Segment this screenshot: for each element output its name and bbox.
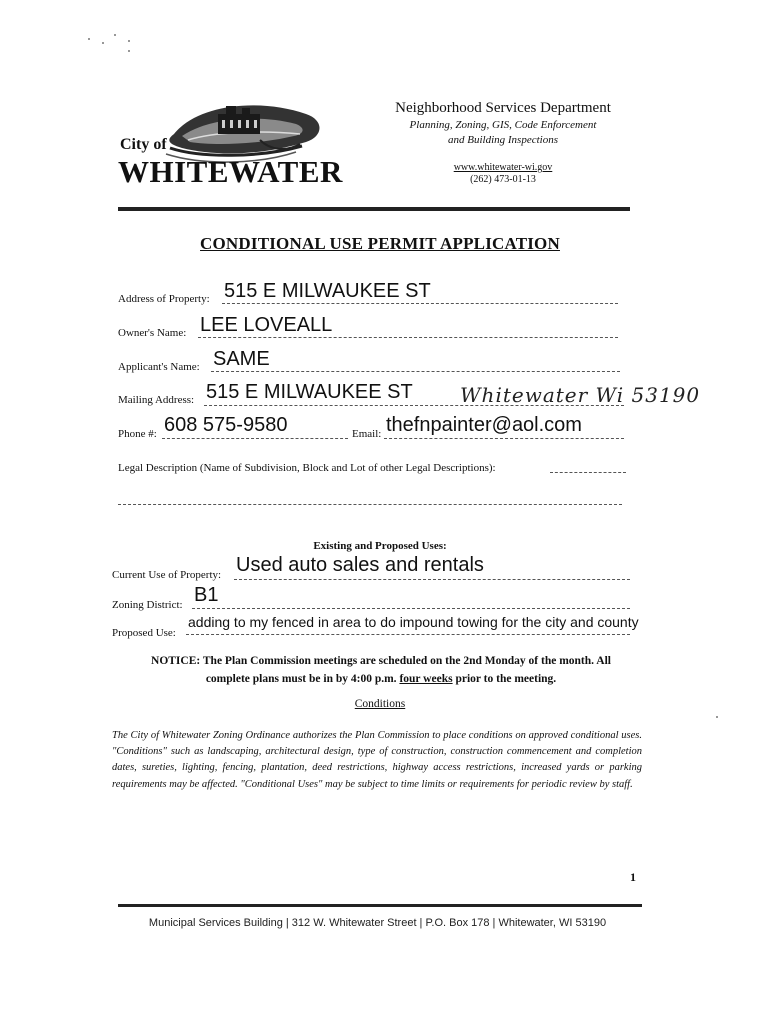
email-value[interactable]: thefnpainter@aol.com xyxy=(386,414,582,436)
phone-value[interactable]: 608 575-9580 xyxy=(164,414,288,436)
current-use-label: Current Use of Property: xyxy=(112,569,222,581)
zoning-district-value[interactable]: B1 xyxy=(194,584,219,606)
footer-rule xyxy=(118,904,642,907)
header-rule xyxy=(118,207,630,211)
legal-description-line-2 xyxy=(118,504,622,505)
legal-description-label: Legal Description (Name of Subdivision, Block and Lot of other Legal Descriptions): xyxy=(118,462,496,474)
email-line xyxy=(384,438,624,439)
zoning-district-line xyxy=(192,608,630,609)
city-name: WHITEWATER xyxy=(118,154,343,189)
current-use-line xyxy=(234,579,630,580)
zoning-district-label: Zoning District: xyxy=(112,599,183,611)
applicant-name-label: Applicant's Name: xyxy=(118,361,200,373)
owner-name-label: Owner's Name: xyxy=(118,327,187,339)
owner-name-value[interactable]: LEE LOVEALL xyxy=(200,314,333,336)
phone-label: Phone #: xyxy=(118,428,157,440)
property-address-line xyxy=(222,303,618,304)
applicant-name-line xyxy=(211,371,620,372)
services-line-1: Planning, Zoning, GIS, Code Enforcement xyxy=(409,119,597,131)
email-label: Email: xyxy=(352,428,382,440)
footer-address: Municipal Services Building | 312 W. Whitewater Street | P.O. Box 178 | Whitewater, WI 53190 xyxy=(148,917,607,929)
department-website[interactable]: www.whitewater-wi.gov xyxy=(453,162,553,173)
proposed-use-line xyxy=(186,634,630,635)
notice-deadline: complete plans must be in by 4:00 p.m. xyxy=(205,673,397,685)
legal-description-line-1 xyxy=(550,472,626,473)
mailing-address-handwritten[interactable]: Whitewater Wi 53190 xyxy=(460,383,701,407)
form-title: CONDITIONAL USE PERMIT APPLICATION xyxy=(200,234,560,253)
uses-heading: Existing and Proposed Uses: xyxy=(313,540,447,552)
notice-prior: prior to the meeting. xyxy=(455,673,557,685)
property-address-label: Address of Property: xyxy=(118,293,210,305)
property-address-value[interactable]: 515 E MILWAUKEE ST xyxy=(224,280,431,302)
applicant-name-value[interactable]: SAME xyxy=(213,348,270,370)
phone-line xyxy=(162,438,348,439)
mailing-address-value[interactable]: 515 E MILWAUKEE ST xyxy=(206,381,413,403)
page-number: 1 xyxy=(630,870,636,884)
conditions-text: The City of Whitewater Zoning Ordinance authorizes the Plan Commission to place conditions on approved conditional uses. "Conditions" such as landscaping, architectural design, type of construction, construction commencement and completion dates, sureties, lighting, fencing, plantation, deed restrictions, highway access restrictions, increased yards or parking requirements may be affected. "Conditional Uses" may be subject to time limits or requirements for periodic review by staff. xyxy=(112,730,642,790)
notice-line-2 xyxy=(118,670,644,688)
current-use-value[interactable]: Used auto sales and rentals xyxy=(236,554,484,576)
department-phone: (262) 473-01-13 xyxy=(470,174,536,185)
owner-name-line xyxy=(198,337,618,338)
proposed-use-label: Proposed Use: xyxy=(112,627,176,639)
mailing-address-label: Mailing Address: xyxy=(118,394,195,406)
department-name: Neighborhood Services Department xyxy=(395,100,611,116)
proposed-use-value[interactable]: adding to my fenced in area to do impound towing for the city and county xyxy=(188,614,639,630)
notice-four-weeks: four weeks xyxy=(399,673,453,685)
services-line-2: and Building Inspections xyxy=(448,134,558,146)
notice-line-1: NOTICE: The Plan Commission meetings are scheduled on the 2nd Monday of the month. All xyxy=(151,655,611,667)
department-services xyxy=(388,118,618,148)
meeting-notice xyxy=(118,652,644,688)
conditions-heading: Conditions xyxy=(354,698,406,710)
mailing-address-line xyxy=(204,405,624,406)
city-of-label: City of xyxy=(120,136,167,153)
